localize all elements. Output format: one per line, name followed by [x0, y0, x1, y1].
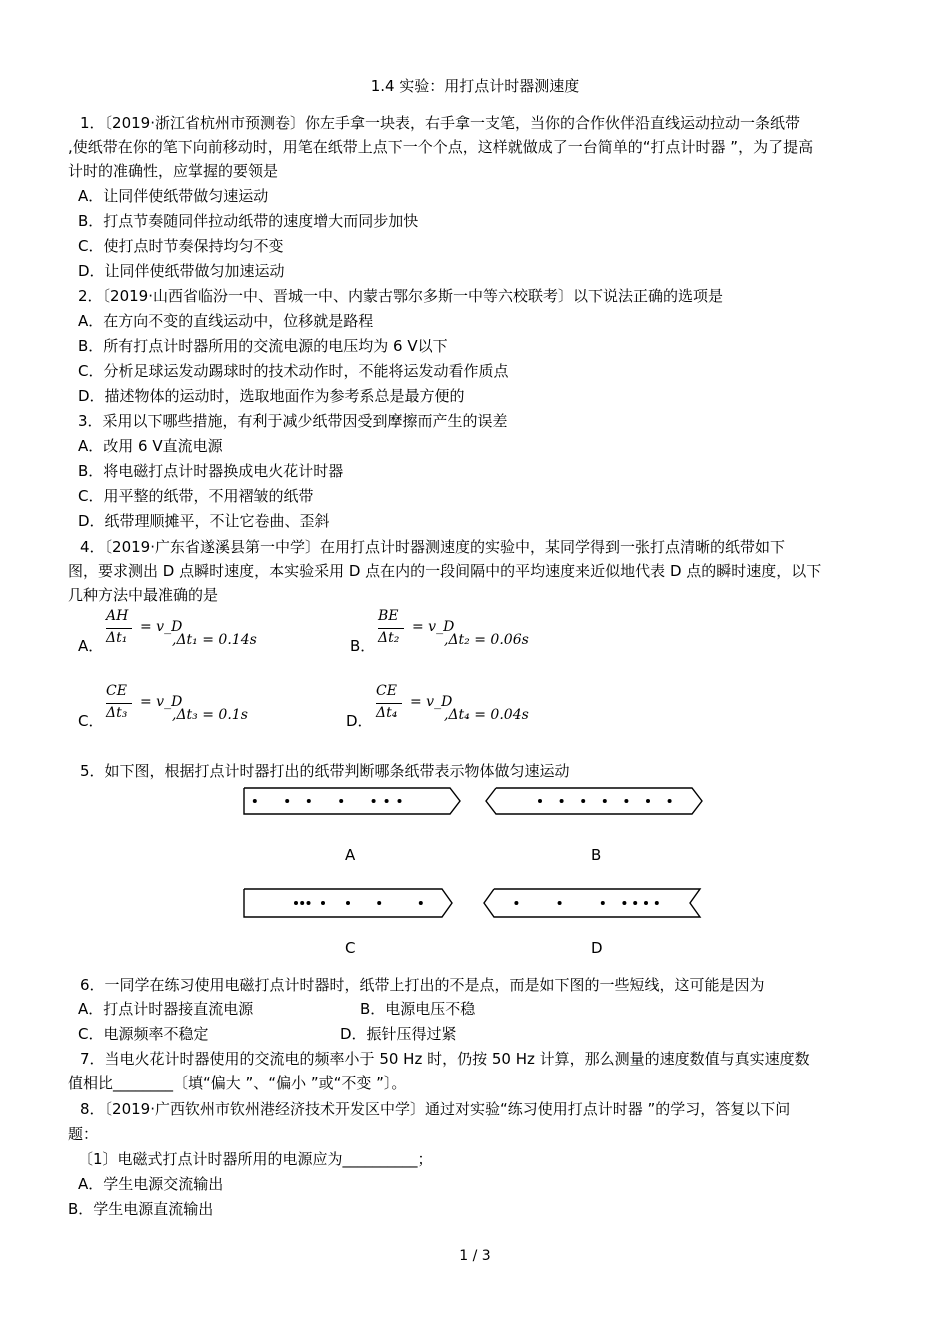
fraction-bar — [106, 703, 132, 704]
paper-tape-d-label: D — [591, 939, 603, 957]
tape-dot — [514, 901, 518, 905]
q1-stem-line3: 计时的准确性，应掌握的要领是 — [68, 162, 279, 180]
q1-stem-line2: ,使纸带在你的笔下向前移动时，用笔在纸带上点下一个个点，这样就做成了一台简单的“打点计时器 ”，为了提高 — [68, 138, 814, 156]
fraction-bar — [106, 628, 132, 629]
q4-option-c-condition: ,Δt₃ = 0.1s — [172, 707, 248, 723]
q8-stem-line2: 题： — [68, 1125, 99, 1143]
q6-stem: 6．一同学在练习使用电磁打点计时器时，纸带上打出的不是点，而是如下图的一些短线，这可能是因为 — [80, 976, 765, 994]
tape-dot — [285, 799, 289, 803]
q8-option-b: B．学生电源直流输出 — [68, 1200, 214, 1218]
paper-tape-c — [244, 888, 452, 918]
q4-option-d-condition: ,Δt₄ = 0.04s — [444, 707, 529, 723]
q2-stem: 2．〔2019·山西省临汾一中、晋城一中、内蒙古鄂尔多斯一中等六校联考〕以下说法正确的选项是 — [78, 287, 723, 305]
q1-option-d: D．让同伴使纸带做匀加速运动 — [78, 262, 285, 280]
q6-option-a: A．打点计时器接直流电源 — [78, 1000, 254, 1018]
paper-tape-a — [244, 787, 460, 815]
tape-dot — [377, 901, 381, 905]
q2-option-a: A．在方向不变的直线运动中，位移就是路程 — [78, 312, 374, 330]
q4-option-c-numerator: CE — [106, 683, 127, 699]
q4-option-a-condition: ,Δt₁ = 0.14s — [172, 632, 257, 648]
tape-dot — [307, 901, 311, 905]
q6-option-c: C．电源频率不稳定 — [78, 1025, 209, 1043]
tape-dot — [668, 799, 672, 803]
paper-tape-outline — [244, 788, 460, 814]
tape-dot — [321, 901, 325, 905]
tape-dot — [655, 901, 659, 905]
tape-dot — [339, 799, 343, 803]
tape-dot — [646, 799, 650, 803]
q4-stem-line1: 4．〔2019·广东省遂溪县第一中学〕在用打点计时器测速度的实验中，某同学得到一张打点清晰的纸带如下 — [80, 538, 785, 556]
tape-dot — [624, 799, 628, 803]
q4-option-a-numerator: AH — [106, 608, 129, 624]
q4-option-d-numerator: CE — [376, 683, 397, 699]
tape-dot — [644, 901, 648, 905]
q4-option-b-numerator: BE — [378, 608, 399, 624]
q3-stem: 3．采用以下哪些措施，有利于减少纸带因受到摩擦而产生的误差 — [78, 412, 508, 430]
tape-dot — [560, 799, 564, 803]
q1-option-a: A．让同伴使纸带做匀速运动 — [78, 187, 269, 205]
fraction-bar — [376, 703, 402, 704]
q2-option-b: B．所有打点计时器所用的交流电源的电压均为 6 V以下 — [78, 337, 448, 355]
paper-tape-c-label: C — [345, 939, 356, 957]
paper-tape-b-label: B — [591, 846, 602, 864]
q4-stem-line3: 几种方法中最准确的是 — [68, 586, 219, 604]
tape-dot — [346, 901, 350, 905]
q8-subquestion-1: 〔1〕电磁式打点计时器所用的电源应为__________； — [78, 1150, 433, 1168]
q6-option-d: D．振针压得过紧 — [340, 1025, 457, 1043]
q3-option-d: D．纸带理顺摊平，不让它卷曲、歪斜 — [78, 512, 330, 530]
q7-stem-line1: 7．当电火花计时器使用的交流电的频率小于 50 Hz 时，仍按 50 Hz 计算，那么测量的速度数值与真实速度数 — [80, 1050, 810, 1068]
tape-dot — [419, 901, 423, 905]
q4-option-a-denominator: Δt₁ — [106, 630, 128, 646]
q1-option-c: C．使打点时节奏保持均匀不变 — [78, 237, 284, 255]
q2-option-d: D．描述物体的运动时，选取地面作为参考系总是最方便的 — [78, 387, 465, 405]
tape-dot — [253, 799, 257, 803]
q8-stem-line1: 8．〔2019·广西钦州市钦州港经济技术开发区中学〕通过对实验“练习使用打点计时器 ”的学习，答复以下问 — [80, 1100, 791, 1118]
page-title: 1.4 实验：用打点计时器测速度 — [370, 77, 580, 95]
q4-option-b-label: B． — [350, 637, 376, 655]
q3-option-b: B．将电磁打点计时器换成电火花计时器 — [78, 462, 344, 480]
q2-option-c: C．分析足球运发动踢球时的技术动作时，不能将运发动看作质点 — [78, 362, 509, 380]
q8-option-a: A．学生电源交流输出 — [78, 1175, 224, 1193]
tape-dot — [603, 799, 607, 803]
q4-option-d-label: D． — [346, 712, 373, 730]
q3-option-c: C．用平整的纸带，不用褶皱的纸带 — [78, 487, 314, 505]
q3-option-a: A．改用 6 V直流电源 — [78, 437, 223, 455]
tape-dot — [294, 901, 298, 905]
q6-option-b: B．电源电压不稳 — [360, 1000, 476, 1018]
q1-option-b: B．打点节奏随同伴拉动纸带的速度增大而同步加快 — [78, 212, 419, 230]
tape-dot — [372, 799, 376, 803]
tape-dot — [538, 799, 542, 803]
q4-option-b-denominator: Δt₂ — [378, 630, 400, 646]
tape-dot — [622, 901, 626, 905]
tape-dot — [633, 901, 637, 905]
tape-dot — [398, 799, 402, 803]
q4-option-b-condition: ,Δt₂ = 0.06s — [444, 632, 529, 648]
tape-dot — [307, 799, 311, 803]
paper-tape-d — [484, 888, 700, 918]
q1-stem-line1: 1．〔2019·浙江省杭州市预测卷〕你左手拿一块表，右手拿一支笔，当你的合作伙伴沿直线运动拉动一条纸带 — [80, 114, 800, 132]
q5-stem: 5．如下图，根据打点计时器打出的纸带判断哪条纸带表示物体做匀速运动 — [80, 762, 570, 780]
tape-dot — [601, 901, 605, 905]
q4-option-b-rhs: = v_D — [412, 619, 455, 635]
tape-dot — [300, 901, 304, 905]
q4-option-a-rhs: = v_D — [140, 619, 183, 635]
page-number: 1 / 3 — [459, 1248, 491, 1264]
tape-dot — [558, 901, 562, 905]
q4-stem-line2: 图，要求测出 D 点瞬时速度，本实验采用 D 点在内的一段间隔中的平均速度来近似地代表 D 点的瞬时速度，以下 — [68, 562, 822, 580]
q7-stem-line2: 值相比________〔填“偏大 ”、“偏小 ”或“不变 ”〕。 — [68, 1074, 407, 1092]
tape-dot — [581, 799, 585, 803]
q4-option-c-rhs: = v_D — [140, 694, 183, 710]
paper-tape-b — [486, 787, 702, 815]
q4-option-d-rhs: = v_D — [410, 694, 453, 710]
fraction-bar — [378, 628, 404, 629]
q4-option-d-denominator: Δt₄ — [376, 705, 398, 721]
tape-dot — [385, 799, 389, 803]
q4-option-c-denominator: Δt₃ — [106, 705, 128, 721]
q4-option-c-label: C． — [78, 712, 104, 730]
paper-tape-a-label: A — [345, 846, 356, 864]
q4-option-a-label: A． — [78, 637, 104, 655]
